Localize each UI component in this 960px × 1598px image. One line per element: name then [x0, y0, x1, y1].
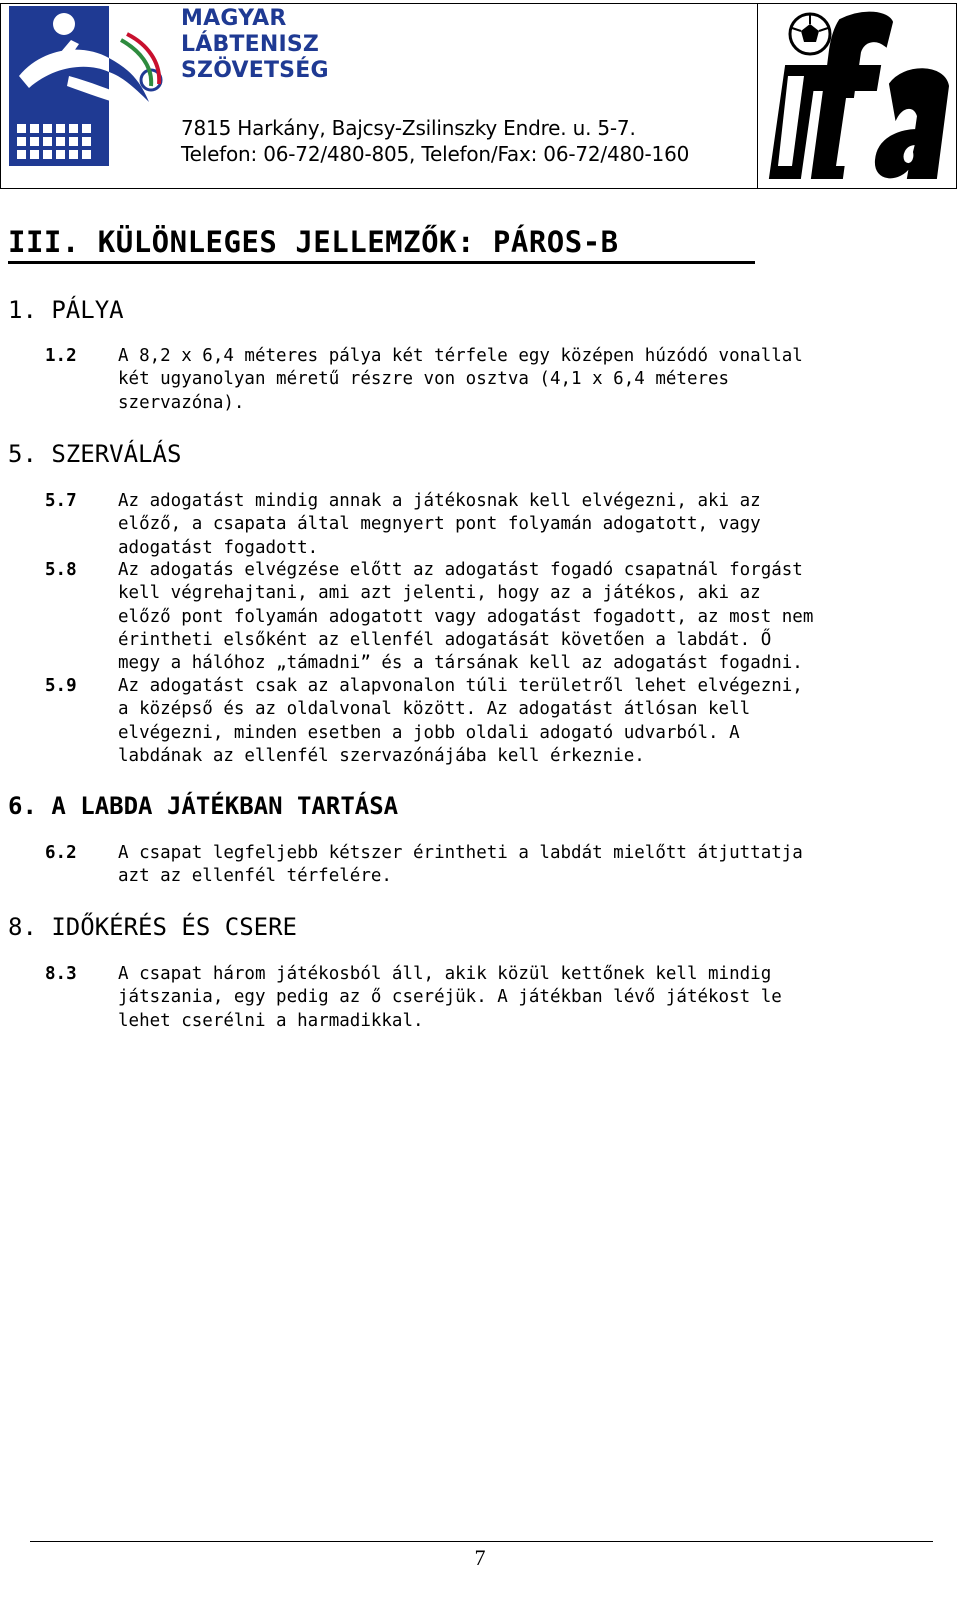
- title-underline: [8, 261, 755, 264]
- rule-text: Az adogatás elvégzése előtt az adogatást fogadó csapatnál forgást kell végrehajtani, ami azt jelenti, hogy az a játékos, aki az előző pont folyamán adogatott vagy adogatást fogadott, az most nem érintheti elsőként az ellenfél adogatását követően a labdát. Ő megy a hálóhoz „támadni” és a társának kell az adogatást fogadni.: [118, 560, 814, 674]
- page-number: 7: [474, 1545, 486, 1570]
- rule-text: A csapat legfeljebb kétszer érintheti a labdát mielőtt átjuttatja azt az ellenfél térfelére.: [118, 843, 803, 887]
- organization-name: [181, 6, 329, 84]
- rule-text: Az adogatást csak az alapvonalon túli területről lehet elvégezni, a középső és az oldalvonal között. Az adogatást átlósan kell elvégezni, minden esetben a jobb oldali adogató udvarból. A labdának az ellenfél szervazónájába kell érkeznie.: [118, 676, 803, 766]
- rule-item: [45, 963, 925, 1033]
- organization-name-line: MAGYAR: [181, 6, 287, 31]
- rule-number: 6.2: [45, 843, 77, 863]
- rule-number: 8.3: [45, 964, 77, 984]
- rule-number: 5.8: [45, 560, 77, 580]
- section-heading: 1. PÁLYA: [8, 296, 124, 324]
- rule-item: [45, 675, 925, 768]
- page-title: III. KÜLÖNLEGES JELLEMZŐK: PÁROS-B: [8, 225, 619, 259]
- organization-name-line: LÁBTENISZ: [181, 32, 320, 57]
- section-heading: 5. SZERVÁLÁS: [8, 440, 182, 468]
- organization-address: 7815 Harkány, Bajcsy-Zsilinszky Endre. u. 5-7.: [181, 116, 636, 140]
- rule-number: 5.7: [45, 491, 77, 511]
- section-heading: 8. IDŐKÉRÉS ÉS CSERE: [8, 913, 297, 941]
- organization-name-line: SZÖVETSÉG: [181, 58, 329, 83]
- rule-item: [45, 490, 925, 560]
- letterhead-left-panel: [1, 4, 758, 188]
- rule-text: A csapat három játékosból áll, akik közül kettőnek kell mindig játszania, egy pedig az ő cseréjük. A játékban lévő játékost le lehet cserélni a harmadikkal.: [118, 964, 782, 1031]
- letterhead: [0, 3, 957, 189]
- rule-text: A 8,2 x 6,4 méteres pálya két térfele egy középen húzódó vonallal két ugyanolyan méretű részre von osztva (4,1 x 6,4 méteres szervazóna).: [118, 346, 803, 413]
- letterhead-right-panel: [758, 4, 956, 188]
- rule-item: [45, 842, 925, 889]
- rule-item: [45, 345, 925, 415]
- rule-item: [45, 559, 925, 675]
- section-heading: 6. A LABDA JÁTÉKBAN TARTÁSA: [8, 792, 399, 820]
- rule-number: 5.9: [45, 676, 77, 696]
- organization-phone: Telefon: 06-72/480-805, Telefon/Fax: 06-72/480-160: [181, 142, 690, 166]
- footer-divider: [30, 1541, 933, 1542]
- mlsz-logo-icon: [9, 6, 169, 168]
- rule-text: Az adogatást mindig annak a játékosnak kell elvégezni, aki az előző, a csapata által megnyert pont folyamán adogatott, vagy adogatást fogadott.: [118, 491, 761, 558]
- rule-number: 1.2: [45, 346, 77, 366]
- ifa-logo-icon: [764, 6, 954, 186]
